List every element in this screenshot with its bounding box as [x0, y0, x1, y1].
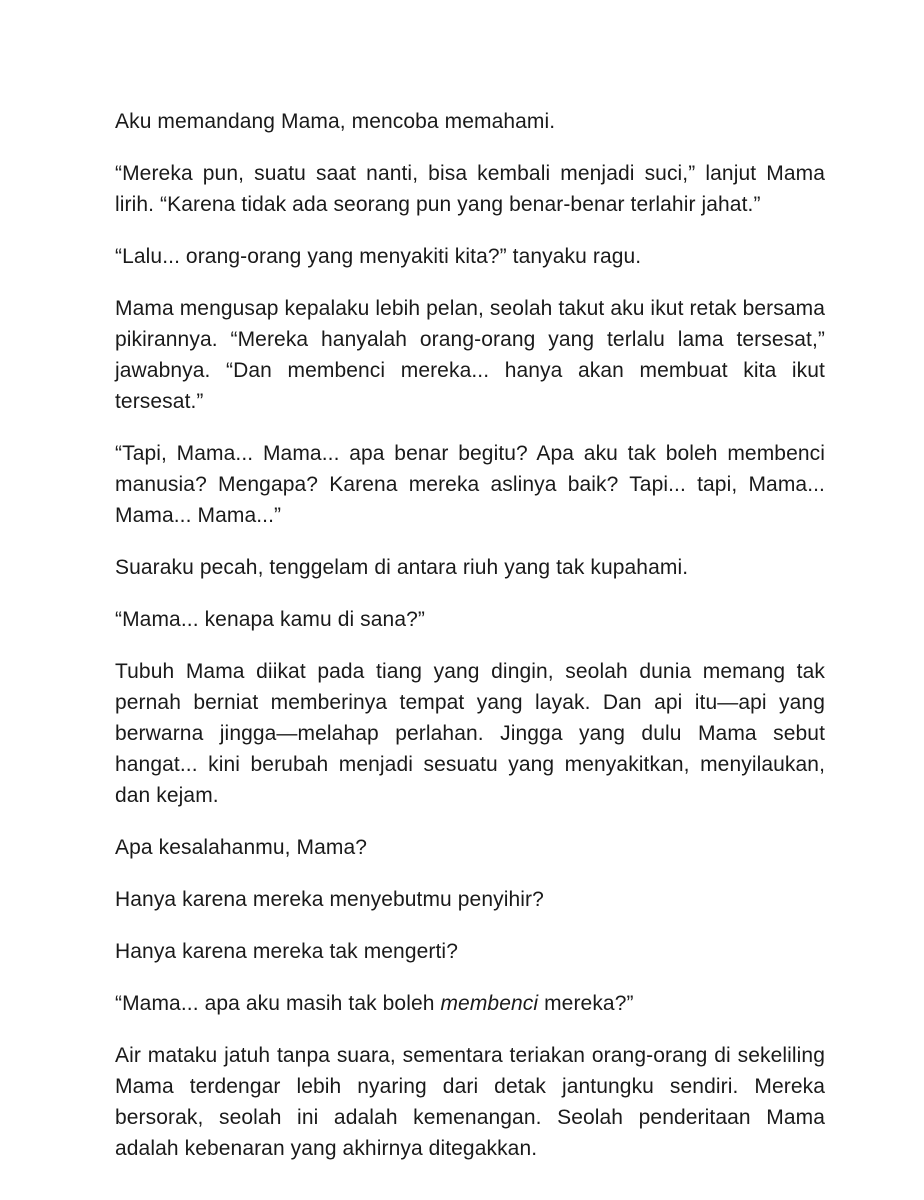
paragraph-with-emphasis — [115, 988, 825, 1019]
paragraph: “Mama... kenapa kamu di sana?” — [115, 608, 425, 631]
paragraph-text-after: mereka?” — [538, 992, 634, 1015]
paragraph: Mama mengusap kepalaku lebih pelan, seolah takut aku ikut retak bersama pikirannya. “Mereka hanyalah orang-orang yang terlalu lama tersesat,” jawabnya. “Dan membenci mereka... hanya akan membuat kita ikut tersesat.” — [115, 297, 825, 413]
paragraph-text-before: “Mama... apa aku masih tak boleh — [115, 992, 441, 1015]
paragraph: Apa kesalahanmu, Mama? — [115, 836, 368, 859]
paragraph: “Tapi, Mama... Mama... apa benar begitu? Apa aku tak boleh membenci manusia? Mengapa? Karena mereka aslinya baik? Tapi... tapi, Mama... Mama... Mama...” — [115, 442, 825, 527]
paragraph: “Lalu... orang-orang yang menyakiti kita?” tanyaku ragu. — [115, 245, 642, 268]
paragraph: Tubuh Mama diikat pada tiang yang dingin, seolah dunia memang tak pernah berniat memberinya tempat yang layak. Dan api itu—api yang berwarna jingga—melahap perlahan. Jingga yang dulu Mama sebut hangat... kini berubah menjadi sesuatu yang menyakitkan, menyilaukan, dan kejam. — [115, 660, 825, 807]
paragraph: “Mereka pun, suatu saat nanti, bisa kembali menjadi suci,” lanjut Mama lirih. “Karena tidak ada seorang pun yang benar-benar terlahir jahat.” — [115, 162, 825, 216]
document-page — [115, 106, 825, 1185]
emphasized-word: membenci — [440, 992, 539, 1015]
paragraph: Suaraku pecah, tenggelam di antara riuh yang tak kupahami. — [115, 556, 689, 579]
paragraph: Aku memandang Mama, mencoba memahami. — [115, 110, 556, 133]
paragraph: Hanya karena mereka menyebutmu penyihir? — [115, 888, 544, 911]
paragraph: Air mataku jatuh tanpa suara, sementara teriakan orang-orang di sekeliling Mama terdengar lebih nyaring dari detak jantungku sendiri. Mereka bersorak, seolah ini adalah kemenangan. Seolah penderitaan Mama adalah kebenaran yang akhirnya ditegakkan. — [115, 1044, 825, 1160]
paragraph: Hanya karena mereka tak mengerti? — [115, 940, 458, 963]
